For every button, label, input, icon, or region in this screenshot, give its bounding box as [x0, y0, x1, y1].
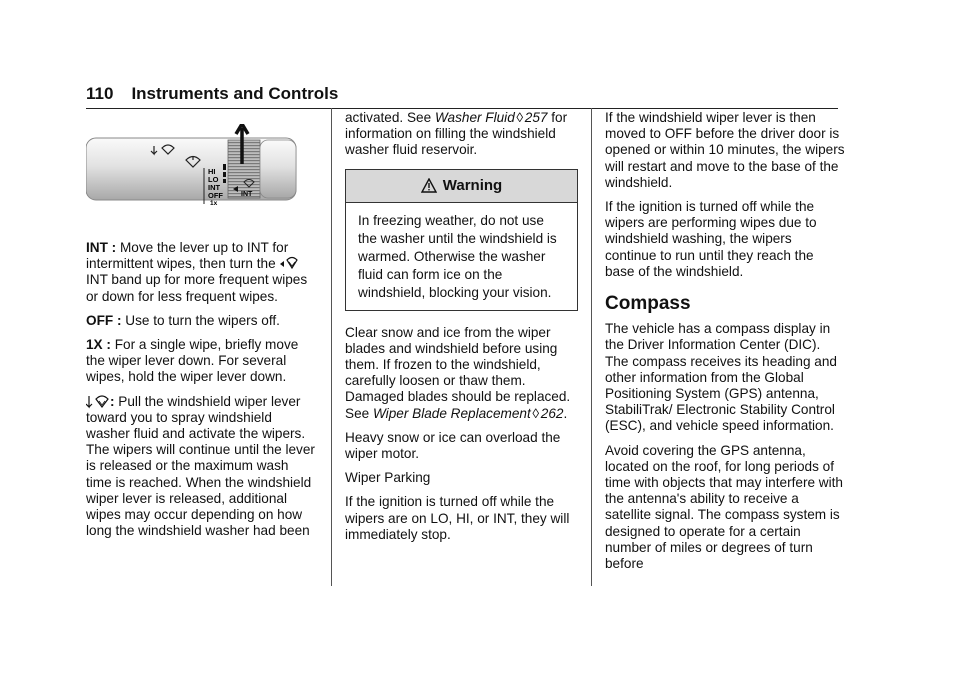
washer-term: : [110, 393, 115, 409]
gps-antenna-paragraph: Avoid covering the GPS antenna, located on the roof, for long periods of time with objects that may interfere with the antenna's ability to receive a satellite signal. The compass system is designed to operate for a certain number of miles or degrees of turn before [605, 442, 843, 572]
off-term: OFF : [86, 312, 122, 328]
clear-snow-paragraph [345, 325, 577, 422]
int-band-icon [279, 256, 299, 272]
int-label: INT [208, 183, 221, 192]
text: for information on filling the windshield washer fluid reservoir. [345, 110, 568, 158]
wiper-wash-paragraph: If the ignition is turned off while the wipers are performing wipes due to windshield washing, the wipers continue to run until they reach the base of the windshield. [605, 199, 817, 279]
page-number: 110 [86, 84, 114, 103]
warning-title: Warning [442, 176, 503, 194]
washer-paragraph [86, 394, 316, 540]
washer-text: Pull the windshield wiper lever toward you to spray windshield washer fluid and activate the wipers. The wipers will continue until the lever is released or the maximum wash time is reached. When the windshield wiper lever is released, additional wipes may occur depending on how long the windshield washer had been [86, 393, 315, 539]
compass-heading: Compass [605, 293, 691, 315]
xref-symbol: ◊ [532, 405, 540, 421]
washer-pull-icon [86, 394, 110, 410]
column-divider [331, 108, 332, 586]
onex-text: For a single wipe, briefly move the wiper lever down. For several wipes, hold the wiper lever down. [86, 337, 299, 385]
heavy-snow-paragraph: Heavy snow or ice can overload the wiper motor. [345, 429, 561, 462]
onex-paragraph [86, 337, 316, 386]
hi-label: HI [208, 167, 216, 176]
warning-header [346, 170, 577, 203]
section-title: Instruments and Controls [131, 84, 339, 103]
xref-symbol: ◊ [516, 110, 524, 125]
washer-fluid-paragraph [345, 110, 577, 159]
column-1 [86, 124, 316, 547]
lo-label: LO [208, 175, 219, 184]
column-divider [591, 108, 592, 586]
wiper-blade-page[interactable]: 262 [540, 405, 564, 421]
off-paragraph [86, 313, 316, 329]
washer-fluid-link[interactable]: Washer Fluid [434, 110, 515, 125]
column-3 [605, 110, 845, 580]
washer-fluid-page[interactable]: 257 [524, 110, 548, 125]
wiper-lever-illustration [86, 124, 300, 224]
int-text: Move the lever up to INT for intermittent wipes, then turn the [86, 240, 289, 272]
wiper-restart-paragraph: If the windshield wiper lever is then moved to OFF before the driver door is opened or within 10 minutes, the wipers will restart and move to the base of the windshield. [605, 110, 845, 190]
warning-body: In freezing weather, do not use the washer until the windshield is warmed. Otherwise the washer fluid can form ice on the windshield, blocking your vision. [358, 212, 557, 300]
off-text: Use to turn the wipers off. [121, 312, 280, 328]
wiper-parking-paragraph: If the ignition is turned off while the wipers are on LO, HI, or INT, they will immediately stop. [345, 494, 570, 542]
warning-box [345, 169, 578, 311]
wiper-parking-heading: Wiper Parking [345, 470, 431, 486]
compass-paragraph: The vehicle has a compass display in the Driver Information Center (DIC). The compass receives its heading and other information from the Global Positioning System (GPS) antenna, StabiliTrak/ Electronic Stability Control (ESC), and vehicle speed information. [605, 321, 837, 434]
column-2 [345, 110, 577, 551]
text: . [563, 405, 568, 421]
warning-icon [421, 178, 437, 194]
onex-term: 1X : [86, 337, 111, 353]
onex-label: 1x [210, 200, 218, 207]
off-label: OFF [208, 191, 223, 200]
text: activated. See [345, 110, 435, 125]
page-header [86, 84, 838, 109]
int-term: INT : [86, 240, 117, 255]
int-text-cont: INT band up for more frequent wipes or down for less frequent wipes. [86, 272, 308, 304]
int-paragraph [86, 240, 316, 305]
int-band-label: INT [241, 191, 253, 198]
wiper-blade-link[interactable]: Wiper Blade Replacement [372, 405, 531, 421]
text: Clear snow and ice from the wiper blades and windshield before using them. If frozen to the windshield, carefully loosen or thaw them. Damaged blades should be replaced. See [345, 324, 571, 421]
